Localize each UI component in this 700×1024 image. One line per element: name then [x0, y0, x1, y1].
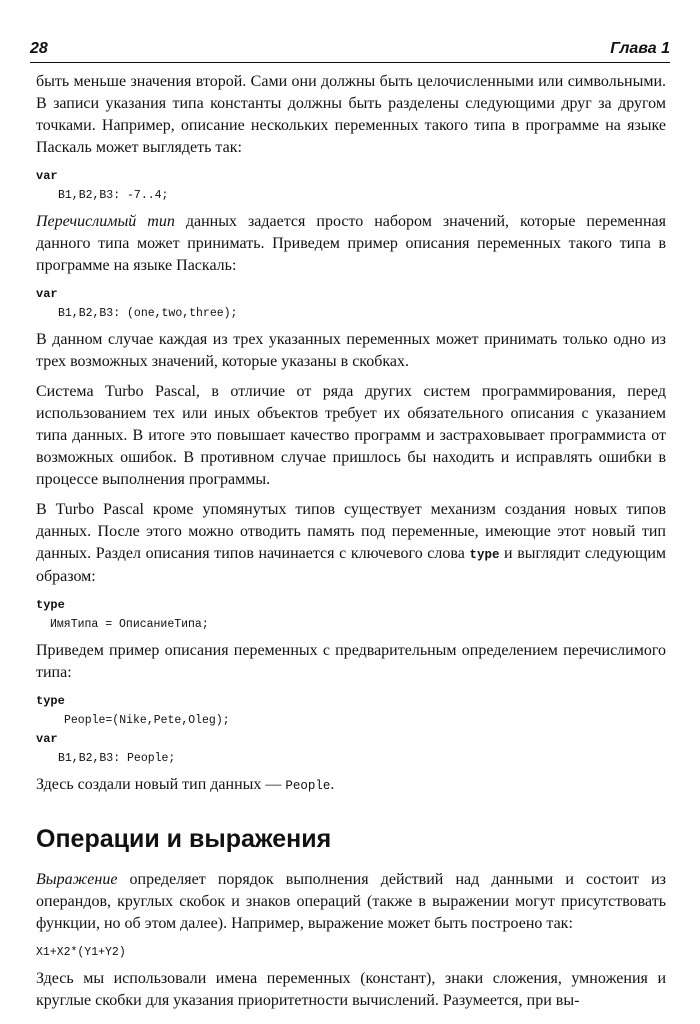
- section-heading: Операции и выражения: [36, 825, 332, 853]
- paragraph-text: и выглядит следующим образом:: [36, 545, 667, 585]
- paragraph-text: определяет порядок выполнения действий над данными и состоит из операндов, круглых скобок и знаков операций (также в выражении могут присутствовать функции, но об этом далее). Например, выражение может быть построено так:: [36, 871, 666, 932]
- paragraph: Система Turbo Pascal, в отличие от ряда других систем программирования, перед использованием тех или иных объектов требует их обязательного описания с указанием типа данных. В итоге это повышает качество программ и застраховывает программиста от возможных ошибок. В противном случае пришлось бы находить и исправлять ошибки в процессе выполнения программы.: [36, 383, 666, 488]
- code-line: ИмяТипа = ОписаниеТипа;: [50, 618, 209, 631]
- code-keyword: var: [36, 169, 58, 183]
- paragraph-text: В Turbo Pascal кроме упомянутых типов существует механизм создания новых типов данных. После этого можно отводить память под переменные, имеющие этот новый тип данных. Раздел описания типов начинается с ключевого слова: [36, 501, 666, 562]
- code-keyword: type: [36, 598, 65, 612]
- page-body: [36, 71, 666, 1020]
- paragraph: В данном случае каждая из трех указанных переменных может принимать только одно из трех возможных значений, которые указаны в скобках.: [36, 331, 666, 370]
- paragraph-text: Здесь создали новый тип данных —: [36, 776, 286, 793]
- paragraph: быть меньше значения второй. Сами они должны быть целочисленными или символьными. В записи указания типа константы должны быть разделены следующими друг за другом точками. Например, описание нескольких переменных такого типа в программе на языке Паскаль может выглядеть так:: [36, 73, 666, 156]
- paragraph-text: данных задается просто набором значений, которые переменная данного типа может принимать. Приведем пример описания переменных такого типа в программе на языке Паскаль:: [36, 213, 666, 274]
- page-header: [30, 40, 670, 62]
- inline-keyword: type: [469, 548, 500, 562]
- paragraph: Приведем пример описания переменных с предварительным определением перечислимого типа:: [36, 642, 666, 681]
- paragraph: [36, 869, 666, 935]
- code-line: B1,B2,B3: People;: [58, 752, 176, 765]
- code-line: People=(Nike,Pete,Oleg);: [64, 714, 230, 727]
- term: Выражение: [36, 871, 118, 888]
- term: Перечислимый тип: [36, 213, 175, 230]
- paragraph-text: .: [330, 776, 335, 793]
- header-rule: [30, 62, 670, 63]
- paragraph: [36, 211, 666, 277]
- page-number: 28: [30, 40, 48, 57]
- inline-code: People: [285, 779, 331, 793]
- code-keyword: type: [36, 694, 65, 708]
- code-block: [36, 285, 666, 323]
- code-keyword: var: [36, 732, 58, 746]
- code-block: [36, 692, 666, 768]
- paragraph: [36, 499, 666, 588]
- paragraph: Здесь мы использовали имена переменных (констант), знаки сложения, умножения и круглые скобки для указания приоритетности вычислений. Разумеется, при вы-: [36, 970, 666, 1009]
- code-block: [36, 167, 666, 205]
- chapter-title: Глава 1: [610, 40, 670, 57]
- paragraph: [36, 774, 666, 797]
- code-line: B1,B2,B3: (one,two,three);: [58, 307, 238, 320]
- code-line: X1+X2*(Y1+Y2): [36, 946, 126, 959]
- code-block: [36, 596, 666, 634]
- code-line: B1,B2,B3: -7..4;: [58, 189, 169, 202]
- code-keyword: var: [36, 287, 58, 301]
